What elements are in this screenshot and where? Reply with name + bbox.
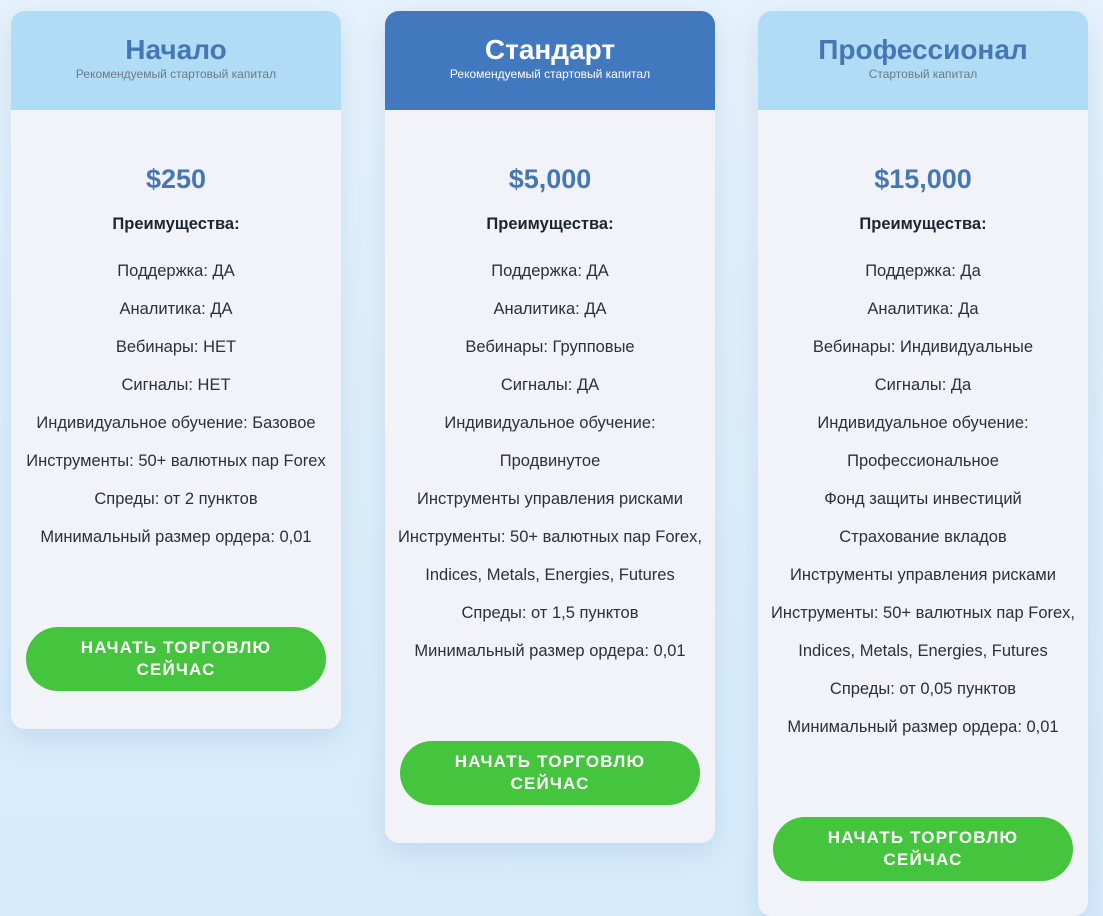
feature-item: Indices, Metals, Energies, Futures [425, 566, 675, 584]
start-trading-button[interactable]: НАЧАТЬ ТОРГОВЛЮ СЕЙЧАС [400, 741, 700, 805]
feature-item: Спреды: от 2 пунктов [94, 490, 258, 508]
card-header [758, 11, 1088, 110]
feature-item: Сигналы: ДА [500, 376, 600, 394]
feature-list [385, 252, 715, 670]
feature-item: Аналитика: ДА [119, 300, 233, 318]
feature-list [11, 252, 341, 556]
plan-subtitle: Стартовый капитал [868, 67, 978, 81]
pricing-card-standard [385, 11, 715, 843]
card-header [11, 11, 341, 110]
feature-item: Продвинутое [499, 452, 601, 470]
feature-item: Инструменты: 50+ валютных пар Forex [26, 452, 326, 470]
feature-item: Инструменты: 50+ валютных пар Forex, [770, 604, 1076, 622]
feature-item: Сигналы: Да [874, 376, 972, 394]
start-trading-button[interactable]: НАЧАТЬ ТОРГОВЛЮ СЕЙЧАС [773, 817, 1073, 881]
feature-item: Индивидуальное обучение: [817, 414, 1029, 432]
feature-item: Профессиональное [847, 452, 999, 470]
feature-item: Вебинары: Групповые [465, 338, 635, 356]
plan-price: $5,000 [508, 164, 592, 194]
feature-item: Аналитика: Да [867, 300, 979, 318]
plan-title: Профессионал [818, 34, 1028, 65]
pricing-card-professional [758, 11, 1088, 916]
feature-item: Фонд защиты инвестиций [824, 490, 1022, 508]
feature-item: Страхование вкладов [839, 528, 1007, 546]
feature-item: Минимальный размер ордера: 0,01 [414, 642, 686, 660]
feature-item: Сигналы: НЕТ [121, 376, 231, 394]
pricing-card-start [11, 11, 341, 729]
feature-list [758, 252, 1088, 746]
card-body [11, 110, 341, 556]
feature-item: Indices, Metals, Energies, Futures [798, 642, 1048, 660]
features-heading: Преимущества: [486, 215, 614, 233]
plan-subtitle: Рекомендуемый стартовый капитал [75, 67, 277, 81]
plan-price: $250 [145, 164, 207, 194]
plan-title: Начало [125, 34, 227, 65]
feature-item: Минимальный размер ордера: 0,01 [40, 528, 312, 546]
feature-item: Индивидуальное обучение: [444, 414, 656, 432]
feature-item: Спреды: от 0,05 пунктов [829, 680, 1017, 698]
features-heading: Преимущества: [859, 215, 987, 233]
feature-item: Минимальный размер ордера: 0,01 [787, 718, 1059, 736]
card-header [385, 11, 715, 110]
features-heading: Преимущества: [112, 215, 240, 233]
card-body [758, 110, 1088, 746]
feature-item: Вебинары: НЕТ [115, 338, 237, 356]
feature-item: Индивидуальное обучение: Базовое [36, 414, 316, 432]
feature-item: Поддержка: ДА [117, 262, 235, 280]
feature-item: Спреды: от 1,5 пунктов [461, 604, 639, 622]
feature-item: Поддержка: ДА [491, 262, 609, 280]
plan-title: Стандарт [484, 34, 616, 65]
feature-item: Вебинары: Индивидуальные [812, 338, 1034, 356]
plan-price: $15,000 [874, 164, 972, 194]
card-body [385, 110, 715, 670]
start-trading-button[interactable]: НАЧАТЬ ТОРГОВЛЮ СЕЙЧАС [26, 627, 326, 691]
feature-item: Инструменты управления рисками [416, 490, 683, 508]
plan-subtitle: Рекомендуемый стартовый капитал [449, 67, 651, 81]
feature-item: Инструменты: 50+ валютных пар Forex, [397, 528, 703, 546]
feature-item: Поддержка: Да [865, 262, 981, 280]
feature-item: Инструменты управления рисками [789, 566, 1056, 584]
feature-item: Аналитика: ДА [493, 300, 607, 318]
